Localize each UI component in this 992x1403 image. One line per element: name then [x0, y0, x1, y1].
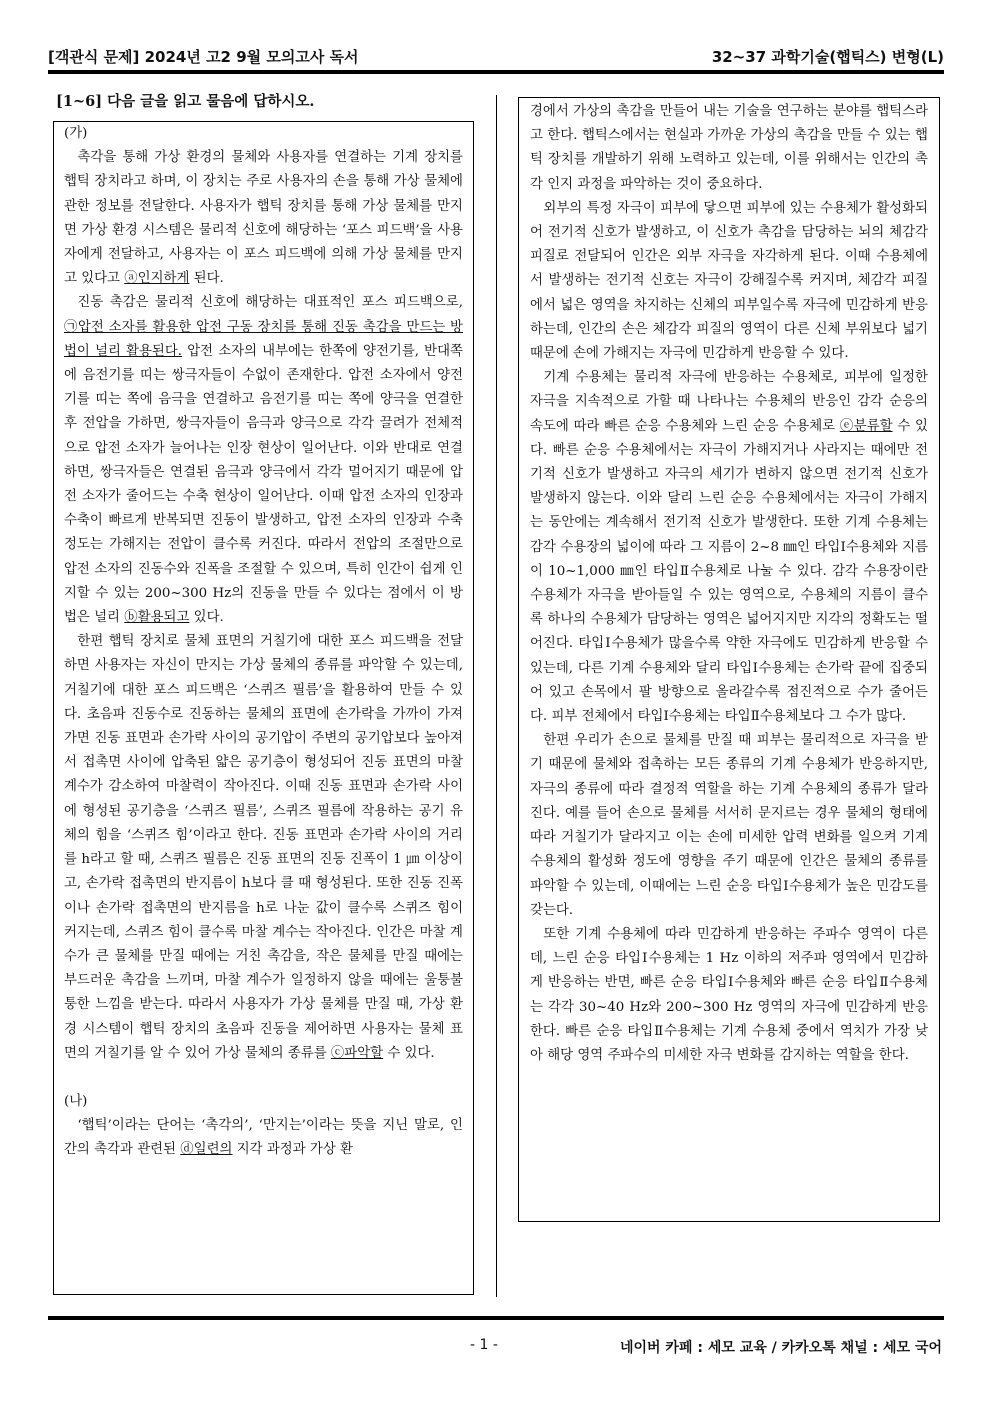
underline-b: ⓑ활용되고: [124, 610, 190, 626]
passage-ga-paragraph-2: 진동 촉감은 물리적 신호에 해당하는 대표적인 포스 피드백으로, ㉠압전 소자를 활용한 압전 구동 장치를 통해 진동 촉감을 만드는 방법이 널리 활용된다. 압전 소자의 내부에는 한쪽에 양전기를, 반대쪽에 음전기를 띠는 쌍극자들이 수없이 존재한다. 압전 소자에서 양전기를 띠는 쪽에 음극을 연결하고 음전기를 띠는 쪽에 양극을 연결한 후 전압을 가하면, 쌍극자들이 음극과 양극으로 각각 끌려가 전체적으로 압전 소자가 늘어나는 인장 현상이 일어난다. 이와 반대로 연결하면, 쌍극자들은 연결된 음극과 양극에서 각각 멀어지기 때문에 압전 소자가 줄어드는 수축 현상이 일어난다. 이때 압전 소자의 인장과 수축이 빠르게 반복되면 진동이 발생하고, 압전 소자의 인장과 수축 정도는 가해지는 전압이 클수록 커진다. 따라서 전압의 조절만으로 압전 소자의 진동수와 진폭을 조절할 수 있으며, 특히 인간이 쉽게 인지할 수 있는 200~300 Hz의 진동을 만들 수 있다는 점에서 이 방법은 널리 ⓑ활용되고 있다.: [64, 295, 463, 626]
passage-ga-paragraph-3: 한편 햅틱 장치로 물체 표면의 거칠기에 대한 포스 피드백을 전달하면 사용자는 자신이 만지는 가상 물체의 종류를 파악할 수 있는데, 거칠기에 대한 포스 피드백은 ‘스퀴즈 필름’을 활용하여 만들 수 있다. 초음파 진동수로 진동하는 물체의 표면에 손가락을 가까이 가져가면 진동 표면과 손가락 사이의 공기압이 주변의 공기압보다 높아져서 접촉면 사이에 압축된 얇은 공기층이 형성되어 진동 표면의 마찰 계수가 감소하여 마찰력이 작아진다. 이때 진동 표면과 손가락 사이에 형성된 공기층을 ‘스퀴즈 필름’, 스퀴즈 필름에 작용하는 공기 유체의 힘을 ‘스퀴즈 힘’이라고 한다. 진동 표면과 손가락 사이의 거리를 h라고 할 때, 스퀴즈 필름은 진동 표면의 진동 진폭이 1 ㎛ 이상이고, 손가락 접촉면의 반지름이 h보다 클 때 형성된다. 또한 진동 진폭이나 손가락 접촉면의 반지름을 h로 나눈 값이 클수록 스퀴즈 힘이 커지는데, 스퀴즈 힘이 클수록 마찰 계수는 작아진다. 인간은 마찰 계수가 큰 물체를 만질 때에는 거친 촉감을, 작은 물체를 만질 때에는 부드러운 촉감을 느끼며, 마찰 계수가 일정하지 않을 때에는 울퉁불퉁한 느낌을 받는다. 따라서 사용자가 가상 물체를 만질 때, 가상 환경 시스템이 햅틱 장치의 초음파 진동을 제어하면 사용자는 물체 표면의 거칠기를 알 수 있어 가상 물체의 종류를 ⓒ파악할 수 있다.: [64, 634, 463, 1061]
footer-credit: 네이버 카페 : 세모 교육 / 카카오톡 채널 : 세모 국어: [619, 1340, 942, 1356]
passage-na-label: (나): [64, 1093, 88, 1109]
passage-na-paragraph-3: 기계 수용체는 물리적 자극에 반응하는 수용체로, 피부에 일정한 자극을 지속적으로 가할 때 나타나는 수용체의 반응인 감각 순응의 속도에 따라 빠른 순응 수용체와 느린 순응 수용체로 ⓔ분류할 수 있다. 빠른 순응 수용체에서는 자극이 가해지거나 사라지는 때에만 전기적 신호가 발생하고 자극의 세기가 변하지 않으면 전기적 신호가 발생하지 않는다. 이와 달리 느린 순응 수용체에서는 자극이 가해지는 동안에는 계속해서 전기적 신호가 발생한다. 또한 기계 수용체는 감각 수용장의 넓이에 따라 그 지름이 2~8 ㎜인 타입Ⅰ수용체와 지름이 10~1,000 ㎜인 타입Ⅱ수용체로 나눌 수 있다. 감각 수용장이란 수용체가 자극을 받아들일 수 있는 영역으로, 수용체의 지름이 클수록 하나의 수용체가 담당하는 영역은 넓어지지만 지각의 정확도는 떨어진다. 타입Ⅰ수용체가 많을수록 약한 자극에도 민감하게 반응할 수 있는데, 다른 기계 수용체와 달리 타입Ⅰ수용체는 손가락 끝에 집중되어 있고 손목에서 팔 방향으로 올라갈수록 점진적으로 수가 줄어든다. 피부 전체에서 타입Ⅰ수용체는 타입Ⅱ수용체보다 그 수가 많다.: [530, 370, 928, 725]
passage-na-paragraph-1-start: ‘햅틱’이라는 단어는 ‘촉각의’, ‘만지는’이라는 뜻을 지닌 말로, 인간의 촉각과 관련된 ⓓ일련의 지각 과정과 가상 환: [64, 1118, 463, 1158]
underline-giyeok: ㉠압전 소자를 활용한 압전 구동 장치를 통해 진동 촉감을 만드는 방법이 널리 활용된다.: [64, 319, 463, 359]
page-number: - 1 -: [470, 1337, 498, 1353]
page-header: [48, 44, 944, 70]
passage-na-paragraph-5: 또한 기계 수용체에 따라 민감하게 반응하는 주파수 영역이 다른데, 느린 순응 타입Ⅰ수용체는 1 Hz 이하의 저주파 영역에서 민감하게 반응하는 반면, 빠른 순응 타입Ⅰ수용체와 빠른 순응 타입Ⅱ수용체는 각각 30~40 Hz와 200~300 Hz 영역의 자극에 민감하게 반응한다. 빠른 순응 타입Ⅱ수용체는 기계 수용체 중에서 역치가 가장 낮아 해당 영역 주파수의 미세한 자극 변화를 감지하는 역할을 한다.: [530, 926, 928, 1063]
passage-box-left: [53, 121, 474, 1295]
underline-e: ⓔ분류할: [839, 418, 893, 434]
underline-d: ⓓ일련의: [180, 1142, 233, 1158]
underline-c: ⓒ파악할: [330, 1045, 384, 1061]
passage-ga-paragraph-1: 촉각을 통해 가상 환경의 물체와 사용자를 연결하는 기계 장치를 햅틱 장치라고 하며, 이 장치는 주로 사용자의 손을 통해 가상 물체에 관한 정보를 전달한다. 사용자가 햅틱 장치를 통해 가상 물체를 만지면 가상 환경 시스템은 물리적 신호에 해당하는 ‘포스 피드백’을 사용자에게 전달하고, 사용자는 이 포스 피드백에 의해 가상 물체를 만지고 있다고 ⓐ인지하게 된다.: [64, 150, 463, 287]
underline-a: ⓐ인지하게: [124, 271, 190, 287]
column-divider: [496, 95, 497, 1297]
question-instruction: [1~6] 다음 글을 읽고 물음에 답하시오.: [56, 93, 315, 110]
passage-na-paragraph-4: 한편 우리가 손으로 물체를 만질 때 피부는 물리적으로 자극을 받기 때문에 물체와 접촉하는 모든 종류의 기계 수용체가 반응하지만, 자극의 종류에 따라 결정적 역할을 하는 기계 수용체의 종류가 달라진다. 예를 들어 손으로 물체를 서서히 문지르는 경우 물체의 형태에 따라 거칠기가 달라지고 이는 손에 미세한 압력 변화를 일으켜 기계 수용체의 활성화 정도에 영향을 주기 때문에 인간은 물체의 종류를 파악할 수 있는데, 이때에는 느린 순응 타입Ⅰ수용체가 높은 민감도를 갖는다.: [530, 733, 928, 918]
footer-rule: [48, 1316, 944, 1320]
passage-ga-label: (가): [64, 126, 88, 141]
passage-na-paragraph-1-cont: 경에서 가상의 촉감을 만들어 내는 기술을 연구하는 분야를 햅틱스라고 한다. 햅틱스에서는 현실과 가까운 가상의 촉감을 만들 수 있는 햅틱 장치를 개발하기 위해 노력하고 있는데, 이를 위해서는 인간의 촉각 인지 과정을 파악하는 것이 중요하다.: [530, 104, 928, 192]
header-exam-title: [객관식 문제] 2024년 고2 9월 모의고사 독서: [48, 48, 359, 66]
passage-box-right: [518, 97, 940, 1222]
passage-na-paragraph-2: 외부의 특정 자극이 피부에 닿으면 피부에 있는 수용체가 활성화되어 전기적 신호가 발생하고, 이 신호가 촉감을 담당하는 뇌의 체감각 피질로 전달되어 인간은 외부 자극을 자각하게 된다. 이때 수용체에서 발생하는 전기적 신호는 자극이 강해질수록 커지며, 체감각 피질에서 넓은 영역을 차지하는 신체의 피부일수록 자극에 민감하게 반응하는데, 인간의 손은 체감각 피질의 영역이 다른 신체 부위보다 넓기 때문에 손에 가해지는 자극에 민감하게 반응할 수 있다.: [530, 200, 928, 362]
header-section-title: 32~37 과학기술(햅틱스) 변형(L): [711, 48, 944, 66]
header-rule: [48, 70, 944, 74]
